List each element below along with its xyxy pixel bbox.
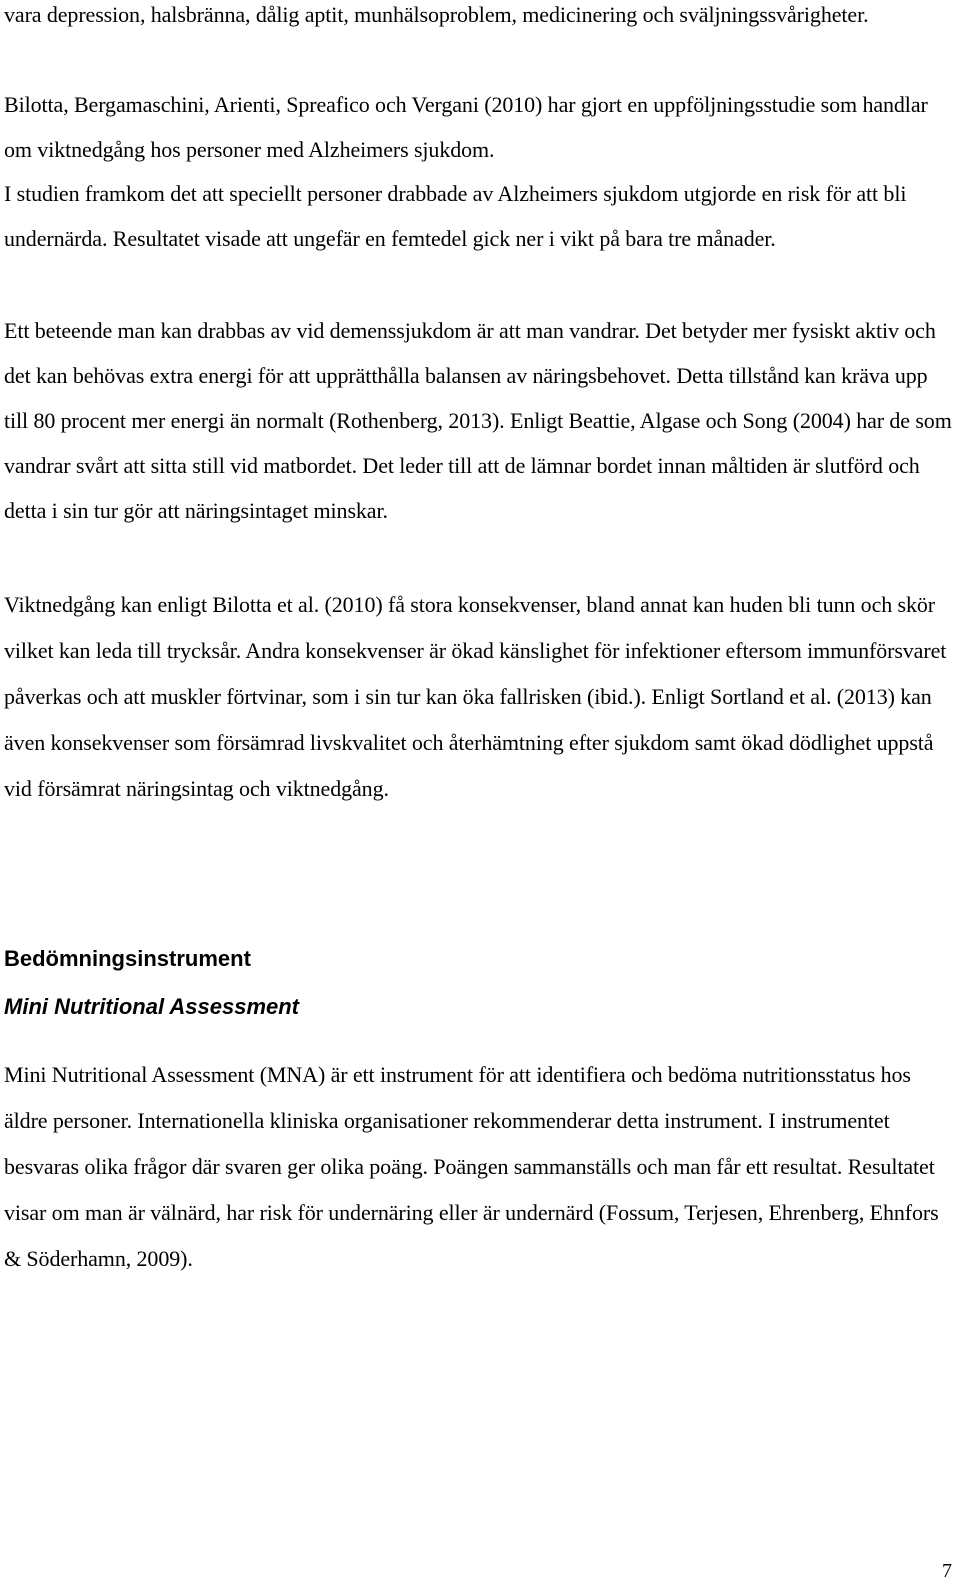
subsection-heading: Mini Nutritional Assessment [4,994,300,1019]
paragraph-mna-description: Mini Nutritional Assessment (MNA) är ett instrument för att identifiera och bedöma nutritionsstatus hos äldre personer. Internationella kliniska organisationer rekommenderar detta instrument. I instrumentet besvaras olika frågor där svaren ger olika poäng. Poängen sammanställs och man får ett resultat. Resultatet visar om man är välnärd, har risk för undernäring eller är undernärd (Fossum, Terjesen, Ehrenberg, Ehnfors & Söderhamn, 2009). [4,1062,939,1271]
paragraph-weight-loss-consequences: Viktnedgång kan enligt Bilotta et al. (2010) få stora konsekvenser, bland annat kan huden bli tunn och skör vilket kan leda till trycksår. Andra konsekvenser är ökad känslighet för infektioner eftersom immunförsvaret påverkas och att muskler förtvinar, som i sin tur kan öka fallrisken (ibid.). Enligt Sortland et al. (2013) kan även konsekvenser som försämrad livskvalitet och återhämtning efter sjukdom samt ökad dödlighet uppstå vid försämrat näringsintag och viktnedgång. [4,592,947,801]
paragraph-study-results: I studien framkom det att speciellt personer drabbade av Alzheimers sjukdom utgjorde en risk för att bli undernärda. Resultatet visade att ungefär en femtedel gick ner i vikt på bara tre månader. [4,181,907,251]
paragraph-wandering-behavior: Ett beteende man kan drabbas av vid demenssjukdom är att man vandrar. Det betyder mer fysiskt aktiv och det kan behövas extra energi för att upprätthålla balansen av näringsbehovet. Detta tillstånd kan kräva upp till 80 procent mer energi än normalt (Rothenberg, 2013). Enligt Beattie, Algase och Song (2004) har de som vandrar svårt att sitta still vid matbordet. Det leder till att de lämnar bordet innan måltiden är slutförd och detta i sin tur gör att näringsintaget minskar. [4,318,952,523]
paragraph-symptoms-continued: vara depression, halsbränna, dålig aptit, munhälsoproblem, medicinering och sväljningssvårigheter. [4,2,869,27]
section-heading: Bedömningsinstrument [4,946,251,971]
paragraph-bilotta-study: Bilotta, Bergamaschini, Arienti, Spreafico och Vergani (2010) har gjort en uppföljningsstudie som handlar om viktnedgång hos personer med Alzheimers sjukdom. [4,92,928,162]
document-page [4,0,952,1590]
page-number: 7 [942,1560,952,1582]
